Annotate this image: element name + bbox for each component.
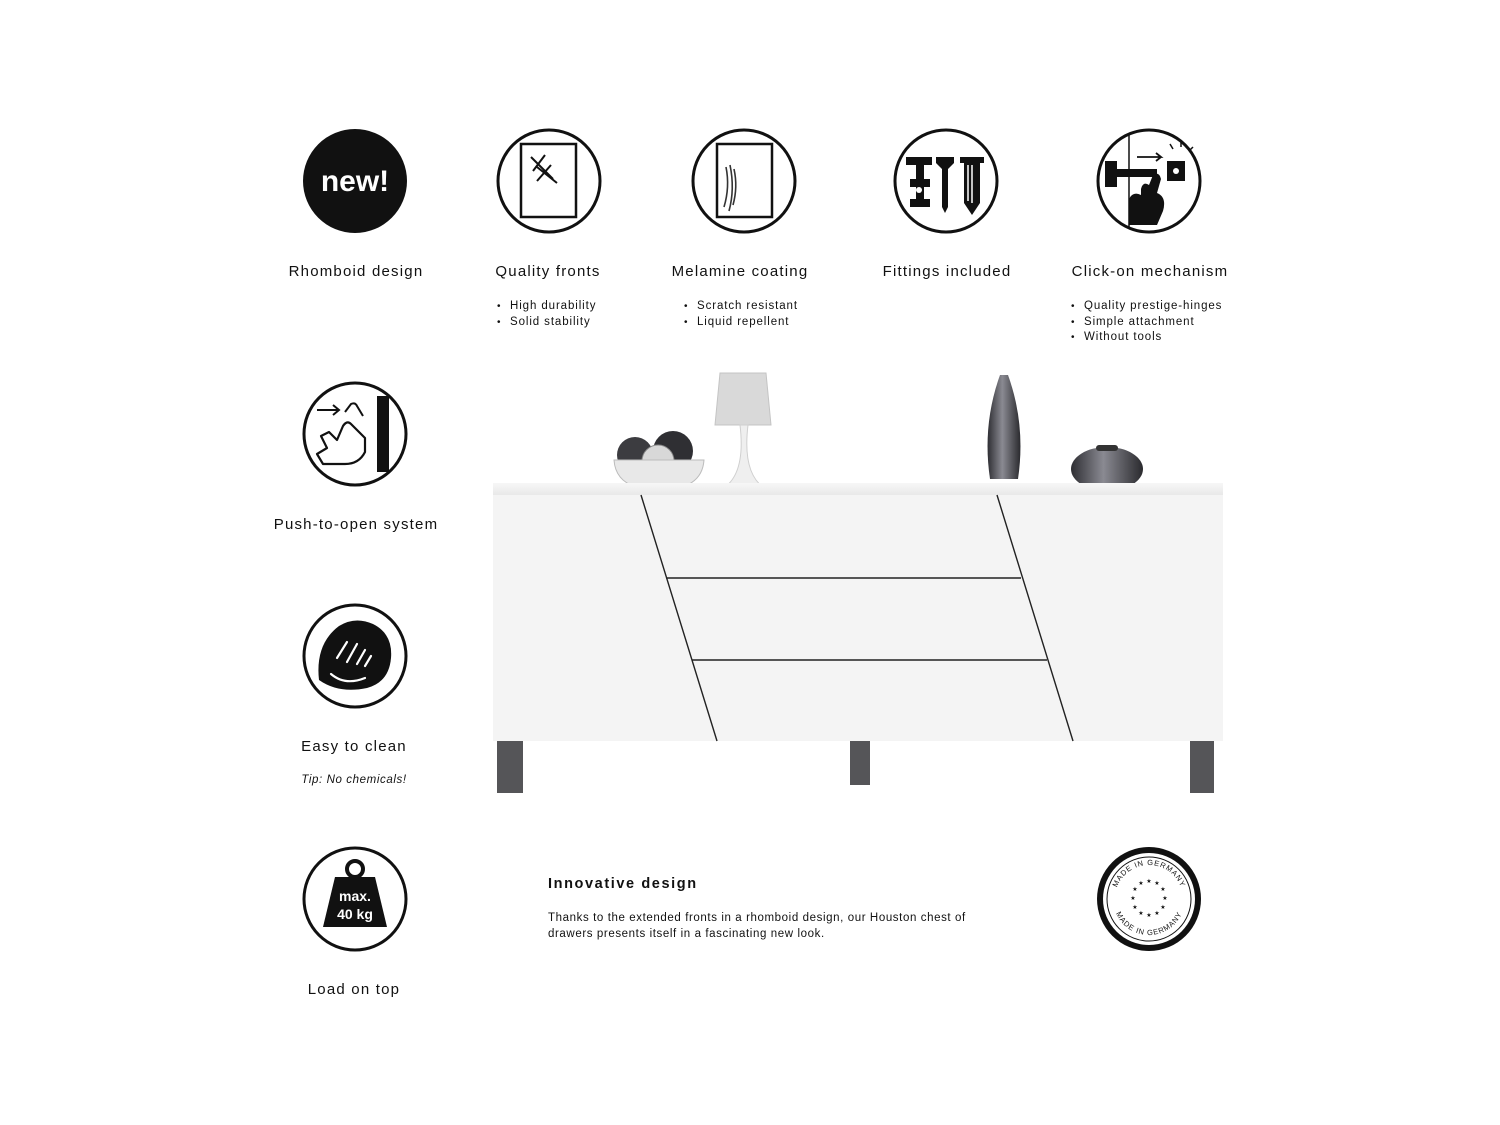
feature-label-load-on-top: Load on top xyxy=(307,981,401,998)
decor-lamp xyxy=(715,373,771,489)
melamine-coating-icon xyxy=(690,127,798,235)
bullet-item: • Simple attachment xyxy=(1071,315,1222,331)
click-on-bullets xyxy=(1071,299,1222,346)
svg-text:★: ★ xyxy=(1162,895,1168,902)
svg-text:★: ★ xyxy=(1146,878,1152,885)
weight-icon xyxy=(301,845,409,953)
feature-label-rhomboid: Rhomboid design xyxy=(288,263,424,280)
feature-label-quality-fronts: Quality fronts xyxy=(495,263,601,280)
svg-text:★: ★ xyxy=(1132,886,1138,893)
seal-text-top: MADE IN GERMANY xyxy=(1110,857,1188,889)
easy-clean-icon xyxy=(301,602,409,710)
weight-line2: 40 kg xyxy=(337,906,373,922)
decor-bowl xyxy=(614,431,704,490)
bullet-item: • Solid stability xyxy=(497,315,596,331)
tip-text: Tip: No chemicals! xyxy=(301,774,407,786)
bullet-item: • High durability xyxy=(497,299,596,315)
push-to-open-icon xyxy=(301,380,409,488)
svg-text:★: ★ xyxy=(1160,904,1166,911)
innovative-text: Thanks to the extended fronts in a rhomboid design, our Houston chest of drawers presents itself in a fascinating new look. xyxy=(548,912,966,940)
seal-text-bottom: MADE IN GERMANY xyxy=(1114,910,1184,938)
feature-label-fittings: Fittings included xyxy=(882,263,1012,280)
svg-text:★: ★ xyxy=(1160,886,1166,893)
svg-text:★: ★ xyxy=(1132,904,1138,911)
made-in-germany-seal-icon xyxy=(1095,845,1203,953)
svg-text:★: ★ xyxy=(1154,880,1160,887)
new-badge-icon xyxy=(301,127,409,235)
decor-vase xyxy=(988,375,1021,479)
svg-text:★: ★ xyxy=(1146,912,1152,919)
click-on-hinge-icon xyxy=(1095,127,1203,235)
svg-text:★: ★ xyxy=(1130,895,1136,902)
melamine-bullets xyxy=(684,299,798,330)
feature-label-click-on: Click-on mechanism xyxy=(1071,263,1229,280)
feature-label-push-to-open: Push-to-open system xyxy=(273,516,439,533)
svg-text:★: ★ xyxy=(1138,880,1144,887)
svg-text:★: ★ xyxy=(1138,910,1144,917)
weight-line1: max. xyxy=(339,888,371,904)
bullet-item: • Without tools xyxy=(1071,330,1222,346)
feature-label-melamine: Melamine coating xyxy=(671,263,809,280)
bullet-item: • Liquid repellent xyxy=(684,315,798,331)
bullet-item: • Quality prestige-hinges xyxy=(1071,299,1222,315)
quality-fronts-icon xyxy=(495,127,603,235)
innovative-title: Innovative design xyxy=(548,876,698,892)
quality-fronts-bullets xyxy=(497,299,596,330)
new-badge-text: new! xyxy=(320,165,390,198)
sideboard-illustration xyxy=(480,365,1240,810)
svg-text:★: ★ xyxy=(1154,910,1160,917)
feature-label-easy-clean: Easy to clean xyxy=(301,738,407,755)
fittings-icon xyxy=(892,127,1000,235)
bullet-item: • Scratch resistant xyxy=(684,299,798,315)
